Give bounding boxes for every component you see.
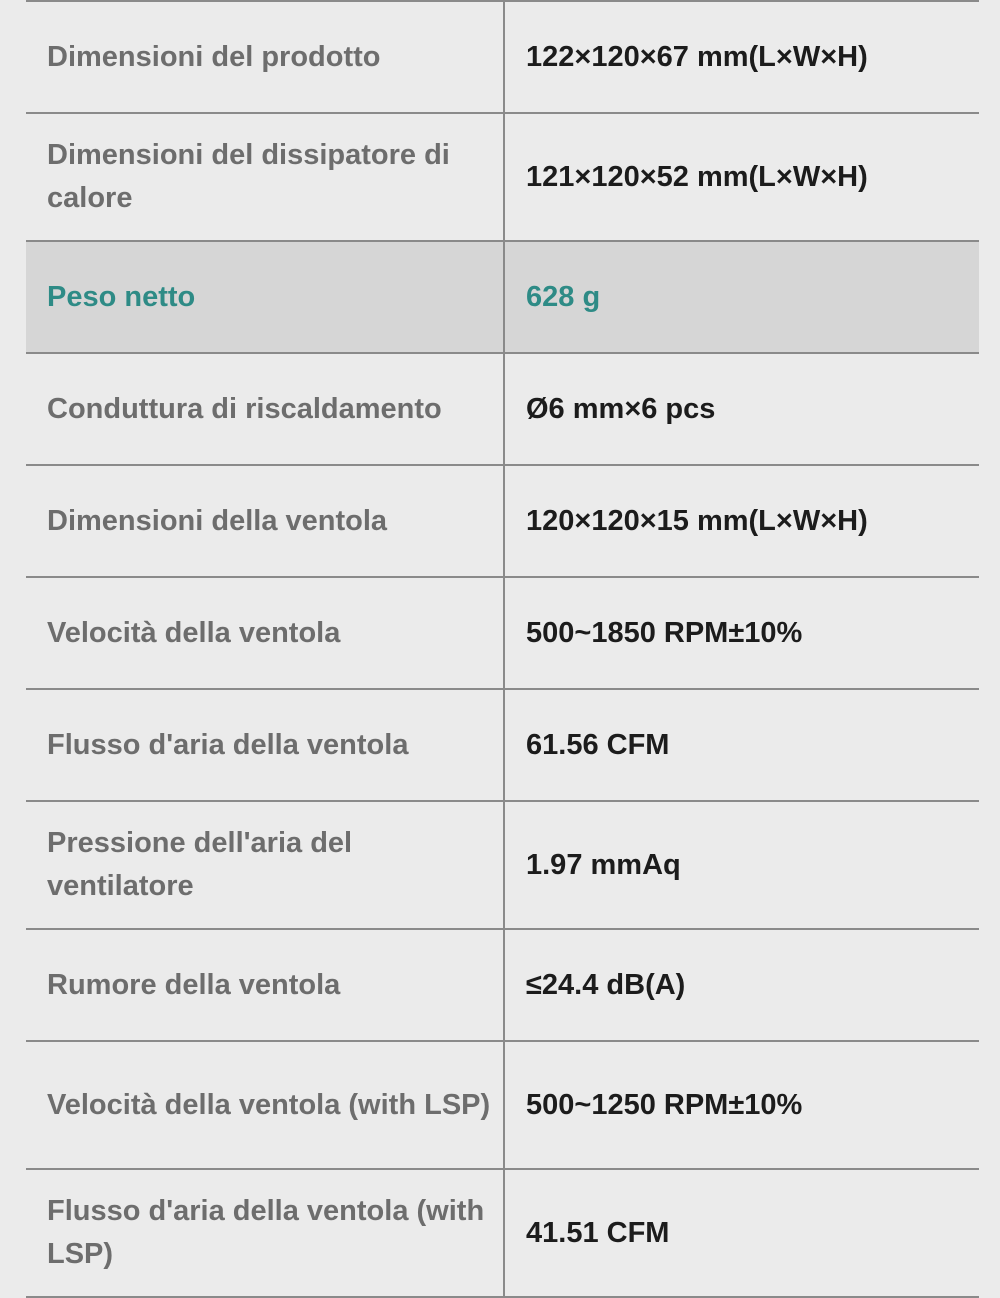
spec-value: ≤24.4 dB(A) [504, 929, 979, 1041]
spec-value: 41.51 CFM [504, 1169, 979, 1297]
spec-row-fan-noise [26, 929, 979, 1041]
spec-label: Peso netto [26, 241, 504, 353]
spec-row-fan-speed-lsp [26, 1041, 979, 1169]
spec-label: Velocità della ventola (with LSP) [26, 1041, 504, 1169]
spec-label: Flusso d'aria della ventola [26, 689, 504, 801]
spec-value: 120×120×15 mm(L×W×H) [504, 465, 979, 577]
spec-label: Dimensioni del prodotto [26, 1, 504, 113]
spec-value: 500~1250 RPM±10% [504, 1041, 979, 1169]
spec-row-product-dimensions [26, 1, 979, 113]
spec-label: Flusso d'aria della ventola (with LSP) [26, 1169, 504, 1297]
spec-row-fan-speed [26, 577, 979, 689]
spec-label: Rumore della ventola [26, 929, 504, 1041]
spec-value: 122×120×67 mm(L×W×H) [504, 1, 979, 113]
spec-value: Ø6 mm×6 pcs [504, 353, 979, 465]
spec-value: 121×120×52 mm(L×W×H) [504, 113, 979, 241]
spec-label: Conduttura di riscaldamento [26, 353, 504, 465]
spec-label: Pressione dell'aria del ventilatore [26, 801, 504, 929]
spec-row-net-weight [26, 241, 979, 353]
spec-row-heatsink-dimensions [26, 113, 979, 241]
spec-value: 61.56 CFM [504, 689, 979, 801]
spec-row-fan-airflow [26, 689, 979, 801]
spec-value: 628 g [504, 241, 979, 353]
spec-value: 500~1850 RPM±10% [504, 577, 979, 689]
spec-row-heat-pipe [26, 353, 979, 465]
spec-row-air-pressure [26, 801, 979, 929]
spec-label: Dimensioni del dissipatore di calore [26, 113, 504, 241]
spec-table [26, 0, 979, 1298]
spec-value: 1.97 mmAq [504, 801, 979, 929]
spec-row-fan-airflow-lsp [26, 1169, 979, 1297]
spec-label: Velocità della ventola [26, 577, 504, 689]
spec-label: Dimensioni della ventola [26, 465, 504, 577]
spec-row-fan-dimensions [26, 465, 979, 577]
